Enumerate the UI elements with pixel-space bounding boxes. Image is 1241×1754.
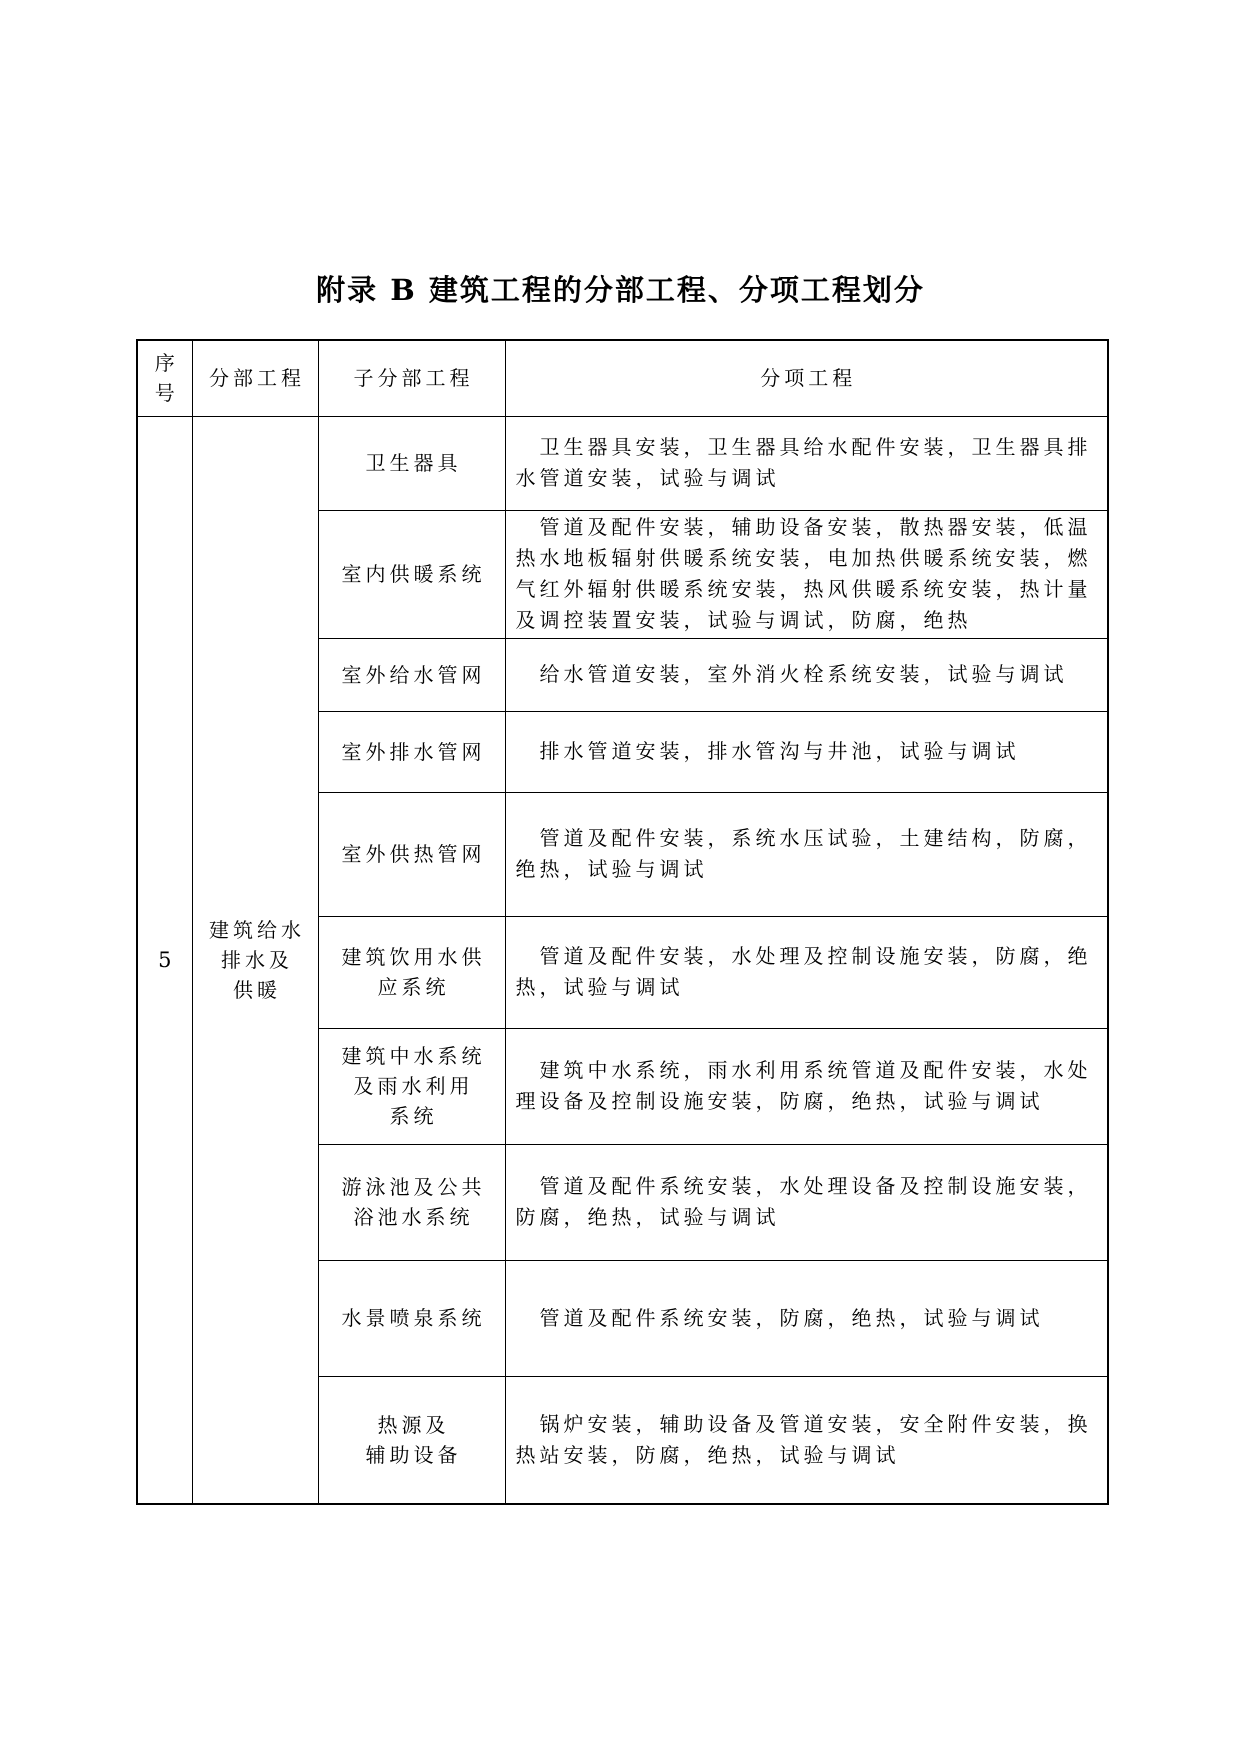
header-division: 分部工程: [192, 340, 318, 416]
header-subdivision: 子分部工程: [318, 340, 505, 416]
subdivision-cell: 卫生器具: [318, 416, 505, 510]
table-row: [137, 416, 1108, 510]
seq-cell: 5: [137, 416, 192, 1504]
header-seq: 序 号: [137, 340, 192, 416]
subdivision-cell: 游泳池及公共 浴池水系统: [318, 1144, 505, 1260]
subdivision-cell: 室外供热管网: [318, 792, 505, 916]
items-cell: 管道及配件系统安装，水处理设备及控制设施安装， 防腐，绝热，试验与调试: [505, 1144, 1108, 1260]
items-cell: 锅炉安装，辅助设备及管道安装，安全附件安装，换 热站安装，防腐，绝热，试验与调试: [505, 1376, 1108, 1504]
items-cell: 管道及配件安装，系统水压试验，土建结构，防腐， 绝热，试验与调试: [505, 792, 1108, 916]
items-cell: 卫生器具安装，卫生器具给水配件安装，卫生器具排 水管道安装，试验与调试: [505, 416, 1108, 510]
page-title: 附录 B 建筑工程的分部工程、分项工程划分: [316, 273, 925, 307]
subdivision-cell: 热源及 辅助设备: [318, 1376, 505, 1504]
items-cell: 管道及配件安装，辅助设备安装，散热器安装，低温 热水地板辐射供暖系统安装，电加热供暖系统安装，燃 气红外辐射供暖系统安装，热风供暖系统安装，热计量 及调控装置安装，试验与调试，防腐，绝热: [505, 510, 1108, 638]
items-cell: 给水管道安装，室外消火栓系统安装，试验与调试: [505, 638, 1108, 711]
header-item: 分项工程: [505, 340, 1108, 416]
division-cell: 建筑给水 排水及 供暖: [192, 416, 318, 1504]
table-header-row: [137, 340, 1108, 416]
division-table: [136, 339, 1109, 1505]
subdivision-cell: 建筑饮用水供 应系统: [318, 916, 505, 1028]
items-cell: 建筑中水系统，雨水利用系统管道及配件安装，水处 理设备及控制设施安装，防腐，绝热，试验与调试: [505, 1028, 1108, 1144]
subdivision-cell: 室内供暖系统: [318, 510, 505, 638]
subdivision-cell: 建筑中水系统 及雨水利用 系统: [318, 1028, 505, 1144]
items-cell: 管道及配件安装，水处理及控制设施安装，防腐，绝 热，试验与调试: [505, 916, 1108, 1028]
subdivision-cell: 室外给水管网: [318, 638, 505, 711]
items-cell: 排水管道安装，排水管沟与井池，试验与调试: [505, 711, 1108, 792]
items-cell: 管道及配件系统安装，防腐，绝热，试验与调试: [505, 1260, 1108, 1376]
subdivision-cell: 水景喷泉系统: [318, 1260, 505, 1376]
subdivision-cell: 室外排水管网: [318, 711, 505, 792]
